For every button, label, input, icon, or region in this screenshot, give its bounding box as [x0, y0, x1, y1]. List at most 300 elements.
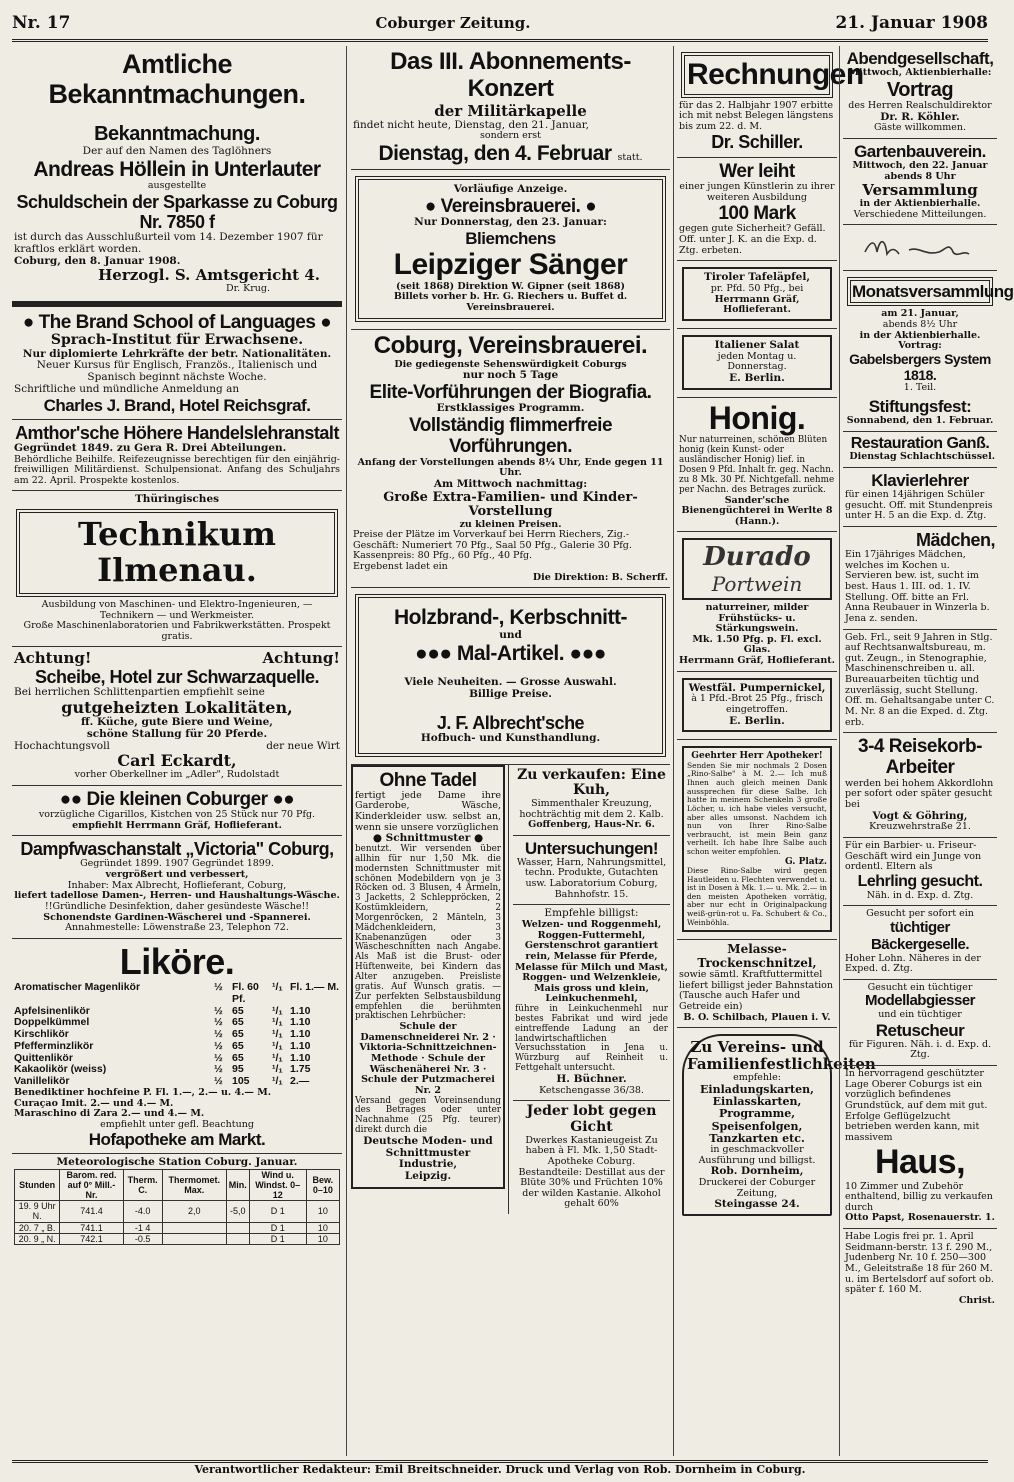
apples-line: Herrmann Gräf, Hoflieferant. [714, 293, 800, 316]
lab-text: Wasser, Harn, Nahrungsmittel, techn. Produkte, Gutachten usw. Laboratorium Coburg, Bahnhofstr. 15. [516, 856, 667, 900]
biografia-line: Anfang der Vorstellungen abends 8¼ Uhr, Ende gegen 11 Uhr. [357, 456, 664, 479]
issue-date: 21. Januar 1908 [835, 12, 988, 33]
clerk-ad [843, 630, 997, 734]
prelim-line: (seit 1868) Direktion W. Gipner (seit 1868) [395, 280, 626, 292]
column-3 [673, 46, 876, 1456]
meteo-cell: -4.0 [123, 1201, 162, 1222]
meteo-cell: -1 4 [123, 1222, 162, 1233]
basket-ad [843, 733, 997, 838]
issue-number: Nr. 17 [12, 12, 71, 33]
laundry-line: liefert tadellose Damen-, Herren- und Haushaltungs-Wäsche. [14, 890, 340, 902]
notice-court: Herzogl. S. Amtsgericht 4. [98, 266, 320, 285]
meteo-cell: 19. 9 Uhr N. [15, 1201, 60, 1222]
meteo-row [15, 1233, 340, 1244]
dornheim-line: empfehle: [733, 1071, 781, 1083]
molasses-title: Melasse-Trockenschnitzel, [697, 942, 817, 970]
schiller-ad [677, 46, 864, 158]
rino-salve-ad [677, 740, 837, 940]
meteo-cell: D 1 [249, 1222, 306, 1233]
dornheim-item: Speisenfolgen, [711, 1119, 803, 1133]
concert-line: statt. [617, 151, 643, 163]
prelim-act: Leipziger Sänger [393, 248, 628, 282]
molasses-ad [677, 940, 837, 1028]
scheibe-line: gutgeheizten Lokalitäten, [61, 698, 293, 718]
liqueur-cell: 65 [232, 1028, 244, 1041]
prelim-line: Nur Donnerstag, den 23. Januar: [414, 216, 607, 229]
honey-name: Sander'sche Bienengüchterei in Werlte 8 (Hann.). [681, 494, 833, 527]
prelim-line: Billets vorher b. Hr. G. Riechers u. Buffet d. Vereinsbrauerei. [393, 291, 628, 314]
modeller-line: für Figuren. Näh. i. d. Exp. d. Ztg. [848, 1038, 992, 1061]
liqueur-cell: ½ [214, 1063, 223, 1076]
meteo-cell [226, 1222, 249, 1233]
liqueur-cell: ¹/₁ [272, 981, 283, 994]
loan-text: einer jungen Künstlerin zu ihrer weiteren Ausbildung [679, 180, 835, 203]
concert-line: der Militärkapelle [434, 101, 587, 120]
rino-text: Senden Sie mir nochmals 2 Dosen „Rino-Salbe" à M. 2.— Ich muß Ihnen auch gleich meinen Dank aussprechen für diese Salbe. Ich hatte in meinem Schenkeln 3 große Löcher, u. ich habe vieles versucht, aber alles umsonst. Nachdem ich nun von Ihrer Rino-Salbe verbraucht, ist mein Bein ganz verheilt. Ich habe Ihre Salbe auch schon weiter empfohlen. [687, 760, 827, 857]
notice-title: Bekanntmachung. [94, 123, 260, 146]
liqueur-cell: 95 [232, 1063, 244, 1076]
monthly-line: Vortrag: [898, 340, 942, 352]
buechner-text: Welzen- und Roggenmehl, Roggen-Futtermehl, Gerstenschrot garantiert rein, Melasse für Pferde, Melasse für Milch und Mast, Roggen- und Welzenkleie, Mais gross und klein, Leinkuchenmehl, [515, 919, 668, 1005]
pattern-sub: ● Schnittmuster ● [372, 832, 484, 845]
concert-title: Das III. Abonnements-Konzert [390, 48, 631, 102]
loan-amount: 100 Mark [718, 203, 796, 225]
dornheim-ad [677, 1028, 876, 1223]
meteo-title: Meteorologische Station Coburg. Januar. [56, 1156, 298, 1169]
notice-place: Coburg, den 8. Januar 1908. [14, 254, 181, 267]
monthly-line: am 21. Januar, [881, 308, 959, 320]
liqueur-cell: Apfelsinenlikör [14, 1004, 90, 1017]
meteo-cell: 742.1 [60, 1233, 124, 1244]
monthly-title: Monatsversammlung [852, 282, 1014, 302]
technikum-line: Große Maschinenlaboratorien und Fabrikwerkstätten. Prospekt gratis. [23, 620, 331, 642]
imprint [12, 1460, 988, 1478]
meteo-cell: 741.4 [60, 1201, 124, 1222]
loan-title: Wer leiht [719, 160, 795, 182]
restaurant-ad [843, 432, 997, 469]
scheibe-line: vorher Oberkellner im „Adler", Rudolstadt [74, 769, 280, 781]
brand-line: Nur diplomierte Lehrkräfte der betr. Nationalitäten. [22, 347, 332, 360]
abend-line: Vortrag [886, 78, 954, 101]
garten-title: Gartenbauverein. [854, 142, 986, 162]
notice-line: ausgestellte [147, 180, 207, 192]
liqueur-cell: Vanillelikör [14, 1075, 70, 1088]
coburger-cigarillo-ad [12, 786, 342, 837]
cigarillo-line: vorzügliche Cigarillos, Kistchen von 25 Stück nur 70 Pfg. [38, 809, 316, 821]
liqueur-cell: Kakaolikör (weiss) [14, 1063, 107, 1076]
modeller-ad [843, 980, 997, 1066]
biografia-title: Coburg, Vereinsbrauerei. [373, 331, 648, 359]
dornheim-item: Einladungskarten, [700, 1082, 814, 1096]
baker-ad [843, 906, 997, 979]
meteo-cell: 10 [306, 1233, 339, 1244]
column-1 [12, 46, 342, 1456]
liqueur-cell: 105 [232, 1075, 250, 1088]
modeller-title: Modellabgiesser [864, 992, 976, 1010]
baker-line: Hoher Lohn. Näheres in der Exped. d. Ztg. [845, 952, 981, 975]
founding-line: Sonnabend, den 1. Februar. [846, 414, 994, 426]
salad-name: E. Berlin. [729, 371, 785, 384]
rino-name: G. Platz. [784, 856, 827, 867]
scheibe-line: Hochachtungsvoll [14, 739, 110, 752]
amthor-text: Behördliche Beihilfe. Reifezeugnisse berechtigen für den einjährig-freiwilligen Militärdienst. Schulpensionat. Anfang des Schuljahrs am 22. April. Prospekte kostenlos. [14, 453, 340, 486]
biografia-sign: Die Direktion: B. Scherff. [532, 571, 668, 583]
durado-line: Herrmann Gräf, Hoflieferant. [679, 655, 835, 667]
cow-place: Goffenberg, Haus-Nr. 6. [528, 819, 655, 831]
honey-title: Honig. [708, 399, 806, 436]
liqueur-cell: 65 [232, 1004, 244, 1017]
liqueur-cell: ¹/₁ [272, 1004, 283, 1017]
official-notices-ad [12, 46, 342, 299]
lodging-name: Christ. [958, 1294, 995, 1306]
basket-addr: Kreuzwehrstraße 21. [869, 821, 971, 833]
pattern-text: fertigt jede Dame ihre Garderobe, Wäsche, Kinderkleider usw. selbst an, wenn sie unsere vorzüglichen [355, 789, 501, 833]
dornheim-item: Programme, [718, 1107, 796, 1121]
albrecht-line: Viele Neuheiten. — Grosse Auswahl. [404, 676, 617, 689]
laundry-line: Annahmestelle: Löwenstraße 23, Telephon 72. [65, 922, 289, 934]
liqueur-price-list [14, 982, 340, 1088]
albrecht-title: Holzbrand-, Kerbschnitt- [394, 606, 627, 630]
abend-line: des Herren Realschuldirektor [848, 100, 992, 112]
preliminary-notice-ad [351, 170, 670, 329]
technikum-pre: Thüringisches [134, 493, 220, 506]
abend-line: Mittwoch, Aktienbierhalle: [848, 67, 992, 79]
liqueur-line: empfiehlt unter gefl. Beachtung [100, 1118, 254, 1130]
brand-subtitle: Sprach-Institut für Erwachsene. [50, 332, 304, 348]
amthor-ad [12, 420, 342, 492]
dornheim-items [687, 1084, 827, 1146]
pattern-text: Versand gegen Voreinsendung des Betrages oder unter Nachnahme (25 Pfg. teurer) direkt durch die [355, 1095, 501, 1136]
rino-text: Diese Rino-Salbe wird gegen Hautleiden u. Flechten verwendet u. ist in Dosen à Mk. 1.— u. Mk. 2.— in den meisten Apotheken vorrätig, aber nur echt in Originalpackung weiß-grün-rot u. Fa. Schubert & Co., Weinböhla. [687, 865, 827, 927]
liqueur-cell: Quittenlikör [14, 1051, 73, 1064]
abo-concert-ad [351, 46, 670, 170]
apples-title: Tiroler Tafeläpfel, [704, 271, 810, 284]
house-title: Haus, [874, 1143, 966, 1182]
concert-line: sondern erst [480, 130, 541, 142]
maid-text: Ein 17jähriges Mädchen, welches im Kochen u. Servieren bew. ist, sucht im best. Haus 1. III. od. 1. IV. Stellung. Off. bitte an Frl. Anna Reubauer in Winzerla b. Jena z. senden. [845, 549, 990, 624]
abend-line: Dr. R. Köhler. [880, 110, 960, 123]
liqueur-cell: ¹/₁ [272, 1028, 283, 1041]
liqueur-cell: Aromatischer Magenlikör [14, 981, 141, 994]
liqueur-line: Benediktiner hochfeine P. Fl. 1.—, 2.— u. 4.— M. [14, 1086, 272, 1098]
meteo-table [14, 1169, 340, 1245]
abend-line: Gäste willkommen. [873, 122, 967, 134]
concert-date: Dienstag, den 4. Februar [378, 141, 612, 165]
biografia-line: Am Mittwoch nachmittag: [433, 477, 588, 490]
pattern-ad [351, 765, 505, 1189]
garten-line: Versammlung [862, 181, 978, 200]
buechner-ad [513, 905, 670, 1101]
modeller-line: Gesucht ein tüchtiger [867, 981, 973, 993]
meteo-row [15, 1201, 340, 1222]
barber-title: Lehrling gesucht. [857, 872, 983, 890]
piano-text: für einen 14jährigen Schüler gesucht. Off. mit Stundenpreis unter H. 5 an die Exp. d. Ztg. [845, 489, 993, 522]
buechner-text: führe in Leinkuchenmehl nur bestes Fabrikat und wird jede eintreffende Ladung an der landwirtschaftlichen Versuchsstation in Jena u. Würzburg auf Reinheit u. Fettgehalt untersucht. [515, 1004, 668, 1074]
monthly-line: in der Aktienbierhalle. [859, 329, 981, 341]
durado-ad [677, 532, 837, 671]
cow-text: Simmenthaler Kreuzung, hochträchtig mit dem 2. Kalb. [519, 797, 664, 820]
biografia-text: Preise der Plätze im Vorverkauf bei Herrn Riechers, Zig.-Geschäft: Numeriert 70 Pfg., Saal 50 Pfg., Galerie 30 Pfg. Kassenpreis: 80 Pfg., 60 Pfg., 40 Pfg. [353, 529, 632, 562]
meteo-header-cell: Min. [226, 1170, 249, 1201]
meteo-cell: -0.5 [123, 1233, 162, 1244]
brand-line: Schriftliche und mündliche Anmeldung an [14, 382, 240, 395]
meteo-cell: 10 [306, 1201, 339, 1222]
baker-title: tüchtiger Bäckergeselle. [870, 918, 970, 953]
meteo-cell: 10 [306, 1222, 339, 1233]
monthly-line: Gabelsbergers System 1818. [849, 350, 991, 383]
dornheim-line: in geschmackvoller Ausführung und billigst. [698, 1144, 816, 1166]
meteo-cell: 20. 9 „ N. [15, 1233, 60, 1244]
cow-sale-ad [513, 765, 670, 836]
molasses-text: sowie sämtl. Kraftfuttermittel liefert billigst jeder Bahnstation (Tausche auch Hafer und Getreide ein) [679, 969, 834, 1013]
modeller-line: und ein tüchtiger [878, 1009, 962, 1021]
column-4 [839, 46, 1014, 1456]
masthead [12, 6, 988, 42]
liqueur-cell: Fl. 1.— M. [290, 981, 340, 994]
attention-label: Achtung! [262, 649, 340, 668]
albrecht-title: ●●● Mal-Artikel. ●●● [415, 641, 606, 665]
house-text: 10 Zimmer und Zubehör enthaltend, billig zu verkaufen durch [845, 1180, 993, 1213]
prelim-title: Vorläufige Anzeige. [453, 183, 568, 196]
pattern-company: Deutsche Moden- und Schnittmuster Industrie, [363, 1134, 493, 1171]
rino-title: Geehrter Herr Apotheker! [691, 751, 823, 762]
prelim-venue: ● Vereinsbrauerei. ● [424, 196, 597, 218]
gout-title: Jeder lobt gegen Gicht [526, 1103, 657, 1135]
loan-text: gegen gute Sicherheit? Gefäll. Off. unter J. K. an die Exp. d. Ztg. erbeten. [679, 223, 826, 256]
liqueur-cell: ½ [214, 1028, 223, 1041]
meteo-cell [162, 1233, 226, 1244]
loan-ad [677, 158, 837, 262]
restaurant-title: Restauration Ganß. [850, 434, 990, 452]
biografia-line: Erstklassiges Programm. [436, 402, 585, 415]
liqueur-cell: ½ [214, 1039, 223, 1052]
laundry-line: Gegründet 1899. 1907 Gegründet 1899. [80, 858, 274, 870]
liqueur-cell: Fl. 60 Pf. [232, 981, 259, 1005]
salad-title: Italiener Salat [714, 338, 800, 351]
liqueur-cell: ¹/₁ [272, 1039, 283, 1052]
official-notices-title: Amtliche Bekanntmachungen. [48, 49, 306, 110]
liqueur-row [14, 982, 340, 1006]
albrecht-line: Hofbuch- und Kunsthandlung. [420, 731, 601, 744]
buechner-title: Empfehle billigst: [544, 907, 639, 920]
meteo-header-cell: Thermomet. Max. [162, 1170, 226, 1201]
biografia-line: zu kleinen Preisen. [459, 518, 562, 530]
meteo-header-cell: Therm. C. [123, 1170, 162, 1201]
meteo-cell: -5,0 [226, 1201, 249, 1222]
signature-ad [843, 225, 997, 271]
schiller-title: Rechnungen [687, 58, 864, 91]
brand-name: Charles J. Brand, Hotel Reichsgraf. [43, 395, 311, 415]
apples-line: pr. Pfd. 50 Pfg., bei [710, 283, 804, 295]
albrecht-line: Billige Preise. [469, 687, 552, 700]
maid-ad [843, 527, 997, 630]
liqueur-cell: 1.10 [290, 1051, 311, 1064]
abendgesellschaft-ad [843, 46, 997, 139]
meteo-cell: 2,0 [162, 1201, 226, 1222]
barber-text: Für ein Barbier- u. Friseur-Geschäft wird ein Junge von ordentl. Eltern als [845, 839, 982, 873]
liqueur-cell: 1.10 [290, 1039, 311, 1052]
liqueur-cell: ¹/₁ [272, 1075, 283, 1088]
pumpernickel-name: E. Berlin. [729, 714, 785, 727]
meteo-cell: D 1 [249, 1201, 306, 1222]
notice-signature: Dr. Krug. [225, 283, 270, 295]
liqueur-title: Liköre. [119, 940, 235, 982]
molasses-name: B. O. Schilbach, Plauen i. V. [683, 1011, 831, 1023]
amthor-line: Gegründet 1849. zu Gera R. Drei Abteilungen. [14, 441, 287, 454]
schiller-name: Dr. Schiller. [711, 132, 803, 153]
basket-name: Vogt & Göhring, [872, 809, 968, 822]
buechner-addr: Ketschengasse 36/38. [539, 1084, 644, 1096]
laundry-line: vergrößert und verbessert, [105, 869, 249, 881]
albrecht-title: und [499, 628, 522, 641]
biografia-line: Elite-Vorführungen der Biografia. [369, 381, 652, 403]
liqueur-cell: 1.75 [290, 1063, 311, 1076]
cigarillo-line: empfiehlt Herrmann Gräf, Hoflieferant. [72, 819, 282, 831]
notice-line: ist durch das Ausschlußurteil vom 14. Dezember 1907 für kraftlos erklärt worden. [14, 231, 323, 255]
garten-line: in der Aktienbierhalle. [859, 198, 981, 210]
meteo-header-cell: Wind u. Windst. 0–12 [249, 1170, 306, 1201]
basket-text: werden bei hohem Akkordlohn per sofort oder später gesucht bei [845, 777, 994, 810]
technikum-title: Technikum Ilmenau. [78, 515, 276, 590]
scheibe-name: Carl Eckardt, [117, 751, 237, 771]
handwritten-signature [845, 228, 995, 266]
meteo-header-cell: Stunden [15, 1170, 60, 1201]
liqueur-cell: ½ [214, 981, 223, 994]
liqueur-cell: 1.10 [290, 1004, 311, 1017]
cigarillo-title: ●● Die kleinen Coburger ●● [59, 788, 295, 810]
liqueur-cell: 65 [232, 1039, 244, 1052]
basket-title: 3-4 Reisekorb-Arbeiter [858, 736, 982, 779]
scheibe-line: schöne Stallung für 20 Pferde. [86, 727, 268, 740]
restaurant-line: Dienstag Schlachtschüssel. [849, 451, 995, 463]
salad-line: jeden Montag u. Donnerstag. [717, 350, 797, 373]
honey-text: Nur naturreinen, schönen Blüten honig (kein Kunst- oder ausländischer Honig) lief. in Dosen 9 Pfd. Inhalt fr. geg. Nachn. zu 8 Mk. 30 Pf. Nichtgefall. nehme per Nachn. des Betrages zurück. [679, 435, 835, 495]
liqueur-line: Maraschino di Zara 2.— und 4.— M. [14, 1108, 205, 1120]
liqueur-cell: 1.10 [290, 1028, 311, 1041]
dornheim-line: Druckerei der Coburger Zeitung, [698, 1177, 816, 1199]
barber-ad [843, 838, 997, 906]
laundry-line: !!Gründliche Desinfektion, daher gesündeste Wäsche!! [44, 900, 310, 912]
clerk-text: Geb. Frl., seit 9 Jahren in Stlg. auf Rechtsanwaltsbureau, m. gut. Zeugn., in Stenographie, Maschinenschreiben u. all. Bureauarbeiten tüchtig und zuverlässig, sucht Stellung. Off. m. Gehaltsangabe unter C. M. Nr. 8 an die Exped. d. Ztg. erb. [845, 631, 995, 728]
buechner-name: H. Büchner. [556, 1072, 627, 1085]
founding-title: Stiftungsfest: [868, 396, 972, 416]
pumpernickel-ad [677, 672, 837, 741]
liqueur-line: Curaçao Imit. 2.— und 4.— M. [14, 1097, 174, 1109]
liqueur-cell: ½ [214, 1004, 223, 1017]
meteo-cell: 20. 7 „ B. [15, 1222, 60, 1233]
monthly-line: abends 8½ Uhr [882, 319, 958, 331]
pattern-list: Schule der Damenschneiderei Nr. 2 · Viktoria-Schnittzeichnen-Methode · Schule der Wäschenäherei Nr. 3 · Schule der Putzmacherei Nr. 2 [359, 1021, 497, 1096]
cow-title: Zu verkaufen: Eine Kuh, [517, 766, 666, 799]
house-ad [843, 1066, 997, 1229]
scheibe-line: Bei herrlichen Schlittenpartien empfiehlt seine [14, 686, 265, 699]
liqueur-row [14, 1041, 340, 1053]
liqueur-cell: ½ [214, 1075, 223, 1088]
pumpernickel-title: Westfäl. Pumpernickel, [688, 681, 826, 694]
biografia-line: Die gediegenste Sehenswürdigkeit Coburgs [394, 358, 627, 370]
pattern-city: Leipzig. [404, 1170, 452, 1183]
pattern-text: benutzt. Wir versenden über allhin für nur 1,50 Mk. die modernsten Schnittmuster mit schönen Modebildern von je 3 Röcken od. 3 Blusen, 4 Ärmeln, 3 Jacketts, 2 Schleppröcken, 2 Kostümkleidern, 2 Morgenröcken, 2 Mänteln, 3 Mädchenkleidern, 3 Knabenanzügen oder 3 Wäscheschnitten nach Angabe. Als Maß ist die Brust- oder Hüftenweite, bei Kindern das Alter anzugeben. Preisliste gratis. Auf Wunsch gratis. — Zur perfekten Selbstausbildung empfehlen die berühmten praktischen Lehrbücher: [355, 844, 501, 1022]
meteo-cell [226, 1233, 249, 1244]
biografia-line: Vollständig flimmerfreie Vorführungen. [408, 414, 613, 458]
liqueur-ad [12, 939, 342, 1155]
garten-line: Verschiedene Mitteilungen. [853, 208, 987, 220]
liqueur-cell: ½ [214, 1016, 223, 1029]
liqueur-cell: Pfefferminzlikör [14, 1039, 94, 1052]
paper-title: Coburger Zeitung. [375, 13, 531, 32]
durado-title: Durado [703, 542, 811, 573]
lodging-text: Habe Logis frei pr. 1. April Seidmann-berstr. 13 f. 290 M., Judenberg Nr. 10 f. 250—300 M., Geleitstraße 18 für 260 M. u. im Bertelsdorf auf sofort ob. später f. 160 M. [845, 1231, 994, 1296]
lab-ad [513, 836, 670, 906]
lab-title: Untersuchungen! [524, 838, 659, 858]
maid-title: Mädchen, [915, 529, 995, 550]
gout-ad [513, 1101, 670, 1214]
technikum-ad [12, 491, 342, 647]
biografia-line: Ergebenst ladet ein [353, 561, 448, 573]
dornheim-item: Einlasskarten, [712, 1094, 802, 1108]
liqueur-cell: ½ [214, 1051, 223, 1064]
biografia-line: nur noch 5 Tage [462, 369, 559, 382]
dornheim-name: Rob. Dornheim, [710, 1165, 804, 1178]
liqueur-cell: 65 [232, 1016, 244, 1029]
dornheim-title: Zu Vereins- und Familienfestlichkeiten [687, 1038, 876, 1074]
liqueur-cell: ¹/₁ [272, 1016, 283, 1029]
biografia-ad [351, 330, 670, 589]
gartenbau-ad [843, 139, 997, 225]
meteo-header-cell: Bew. 0–10 [306, 1170, 339, 1201]
laundry-title: Dampfwaschanstalt „Victoria" Coburg, [20, 839, 334, 860]
scheibe-line: ff. Küche, gute Biere und Weine, [81, 716, 273, 728]
liqueur-cell: Doppelkümmel [14, 1016, 90, 1029]
scheibe-title: Scheibe, Hotel zur Schwarzaquelle. [34, 667, 320, 688]
gout-text: Dwerkes Kastanieugeist Zu haben à Fl. Mk. 1,50 Stadt-Apotheke Coburg. Bestandteile: Destillat aus der Blüte 30% und Früchten 10% der wilden Kastanie. Alkohol gehalt 60% [518, 1134, 665, 1210]
laundry-line: Schonendste Gardinen-Wäscherei und -Spannerei. [43, 911, 311, 923]
salad-ad [677, 329, 837, 398]
modeller-title: Retuscheur [875, 1020, 965, 1040]
piano-teacher-ad [843, 468, 997, 527]
divider [12, 301, 342, 307]
notice-name: Andreas Höllein in Unterlauter [33, 157, 321, 181]
brand-school-ad [12, 309, 342, 420]
pumpernickel-line: à 1 Pfd.-Brot 25 Pfg., frisch eingetroffen. [691, 693, 823, 716]
victoria-laundry-ad [12, 836, 342, 939]
albrecht-name: J. F. Albrecht'sche [436, 712, 585, 733]
durado-text: naturreiner, milder Frühstücks- u. Stärkungswein. [705, 601, 809, 635]
prelim-line: Bliemchens [465, 229, 556, 249]
column-2 [346, 46, 670, 1456]
albrecht-ad [351, 588, 670, 764]
technikum-line: Ausbildung von Maschinen- und Elektro-Ingenieuren, — Technikern — und Werkmeister. [41, 598, 313, 621]
meteo-header-cell: Barom. red. auf 0° Mill.-Nr. [60, 1170, 124, 1201]
abend-title: Abendgesellschaft, [846, 49, 994, 68]
laundry-line: Inhaber: Max Albrecht, Hoflieferant, Coburg, [67, 879, 287, 891]
meteo-cell: D 1 [249, 1233, 306, 1244]
piano-title: Klavierlehrer [871, 471, 969, 491]
liqueur-cell: ¹/₁ [272, 1051, 283, 1064]
biografia-line: Große Extra-Familien- und Kinder-Vorstellung [383, 489, 638, 520]
scheibe-ad [12, 647, 342, 785]
pattern-title: Ohne Tadel [379, 769, 477, 791]
apples-ad [677, 261, 837, 329]
meteo-row [15, 1222, 340, 1233]
scheibe-line: der neue Wirt [266, 739, 340, 752]
imprint-text: Verantwortlicher Redakteur: Emil Breitschneider. Druck und Verlag von Rob. Dornheim in Coburg. [194, 1463, 806, 1476]
notice-document: Schuldschein der Sparkasse zu Coburg Nr. 7850 f [16, 191, 338, 232]
meteo-cell: 741.1 [60, 1222, 124, 1233]
liqueur-cell: 65 [232, 1051, 244, 1064]
concert-line: findet nicht heute, Dienstag, den 21. Januar, [353, 118, 589, 131]
notice-line: Der auf den Namen des Taglöhners [82, 144, 272, 157]
